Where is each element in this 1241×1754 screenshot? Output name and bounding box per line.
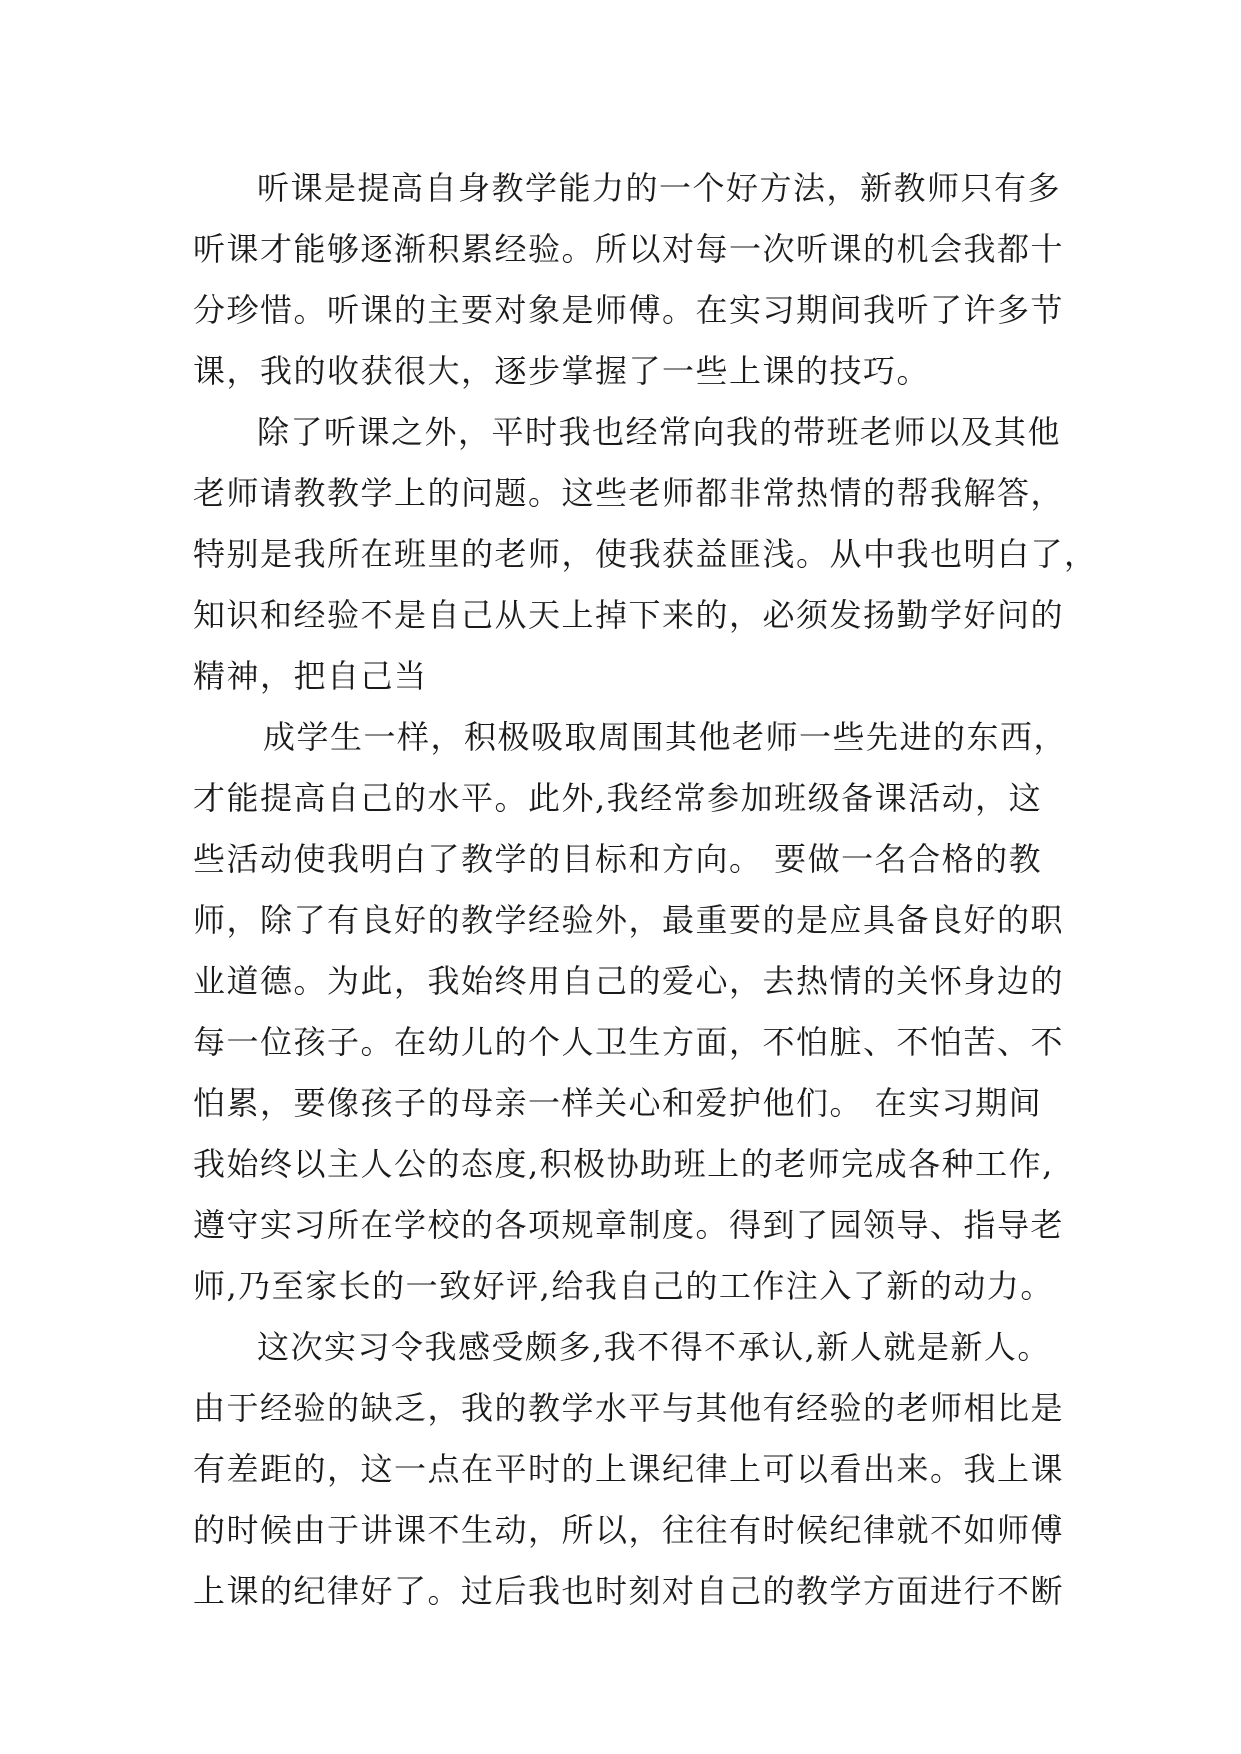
text-line: 这次实习令我感受颇多,我不得不承认,新人就是新人。	[257, 1328, 1051, 1366]
text-line: 师，除了有良好的教学经验外，最重要的是应具备良好的职	[193, 901, 1065, 939]
text-line: 怕累，要像孩子的母亲一样关心和爱护他们。 在实习期间	[193, 1084, 1043, 1122]
text-line: 知识和经验不是自己从天上掉下来的，必须发扬勤学好问的	[193, 596, 1065, 634]
text-line: 除了听课之外，平时我也经常向我的带班老师以及其他	[257, 413, 1062, 451]
text-line: 遵守实习所在学校的各项规章制度。得到了园领导、指导老	[193, 1206, 1065, 1244]
text-line: 老师请教教学上的问题。这些老师都非常热情的帮我解答，	[193, 474, 1065, 512]
text-line: 业道德。为此，我始终用自己的爱心，去热情的关怀身边的	[193, 962, 1065, 1000]
text-line: 才能提高自己的水平。此外,我经常参加班级备课活动，这	[193, 779, 1043, 817]
text-line: 听课才能够逐渐积累经验。所以对每一次听课的机会我都十	[193, 230, 1065, 268]
text-line: 特别是我所在班里的老师，使我获益匪浅。从中我也明白了，	[193, 535, 1098, 573]
text-line: 的时候由于讲课不生动，所以，往往有时候纪律就不如师傅	[193, 1511, 1065, 1549]
text-line: 上课的纪律好了。过后我也时刻对自己的教学方面进行不断	[193, 1572, 1065, 1610]
text-line: 由于经验的缺乏，我的教学水平与其他有经验的老师相比是	[193, 1389, 1065, 1427]
text-line: 精神，把自己当	[193, 657, 428, 695]
text-line: 课，我的收获很大，逐步掌握了一些上课的技巧。	[193, 352, 931, 390]
text-line: 有差距的，这一点在平时的上课纪律上可以看出来。我上课	[193, 1450, 1065, 1488]
text-line: 听课是提高自身教学能力的一个好方法，新教师只有多	[257, 169, 1062, 207]
text-line: 些活动使我明白了教学的目标和方向。 要做一名合格的教	[193, 840, 1043, 878]
document-body	[193, 158, 1098, 1622]
text-line: 分珍惜。听课的主要对象是师傅。在实习期间我听了许多节	[193, 291, 1065, 329]
text-line: 成学生一样，积极吸取周围其他老师一些先进的东西，	[263, 718, 1068, 756]
text-line: 师,乃至家长的一致好评,给我自己的工作注入了新的动力。	[193, 1267, 1054, 1305]
text-line: 我始终以主人公的态度,积极协助班上的老师完成各种工作,	[193, 1145, 1054, 1183]
text-line: 每一位孩子。在幼儿的个人卫生方面，不怕脏、不怕苦、不	[193, 1023, 1065, 1061]
